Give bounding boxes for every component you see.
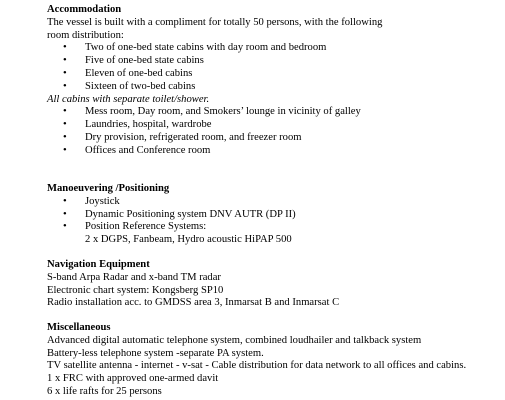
list-item: • Laundries, hospital, wardrobe	[63, 119, 212, 131]
list-item: • Joystick	[63, 195, 120, 207]
list-item: • Mess room, Day room, and Smokers’ lounge in vicinity of galley	[63, 106, 361, 118]
bullet-list	[47, 196, 497, 234]
list-item: • Offices and Conference room	[63, 144, 211, 156]
section-manoeuvering	[47, 183, 497, 247]
reference-systems-detail: 2 x DGPS, Fanbeam, Hydro acoustic HiPAP 500	[85, 234, 292, 246]
paragraph-line: Advanced digital automatic telephone system, combined loudhailer and talkback system	[47, 334, 422, 346]
bullet-icon: •	[63, 42, 67, 54]
bullet-icon: •	[63, 144, 67, 156]
paragraph-line: S-band Arpa Radar and x-band TM radar	[47, 271, 221, 283]
list-item: • Dry provision, refrigerated room, and freezer room	[63, 131, 302, 143]
list-item: • Dynamic Positioning system DNV AUTR (DP II)	[63, 208, 296, 220]
list-item: • Five of one-bed state cabins	[63, 55, 204, 67]
list-item: • Position Reference Systems:	[63, 221, 207, 233]
bullet-icon: •	[63, 106, 67, 118]
bullet-icon: •	[63, 208, 67, 220]
bullet-icon: •	[63, 195, 67, 207]
section-heading: Miscellaneous	[47, 322, 111, 333]
section-heading: Manoeuvering /Positioning	[47, 183, 170, 194]
cabins-note: All cabins with separate toilet/shower.	[47, 93, 210, 105]
bullet-list	[47, 106, 497, 157]
paragraph-line: 6 x life rafts for 25 persons	[47, 385, 162, 397]
paragraph-line: room distribution:	[47, 29, 124, 41]
bullet-icon: •	[63, 67, 67, 79]
list-item: • Sixteen of two-bed cabins	[63, 80, 196, 92]
bullet-icon: •	[63, 221, 67, 233]
section-navigation	[47, 259, 497, 310]
paragraph-line: The vessel is built with a compliment for totally 50 persons, with the following	[47, 16, 383, 28]
paragraph-line: 1 x FRC with approved one-armed davit	[47, 373, 219, 385]
bullet-icon: •	[63, 131, 67, 143]
section-heading: Accommodation	[47, 4, 122, 15]
list-item: • Two of one-bed state cabins with day room and bedroom	[63, 42, 327, 54]
bullet-list	[47, 42, 497, 93]
paragraph-line: Battery-less telephone system -separate PA system.	[47, 347, 264, 359]
section-heading: Navigation Equipment	[47, 259, 150, 270]
paragraph-line: Radio installation acc. to GMDSS area 3, Inmarsat B and Inmarsat C	[47, 297, 340, 309]
bullet-icon: •	[63, 119, 67, 131]
paragraph-line: TV satellite antenna - internet - v-sat - Cable distribution for data network to all offices and cabins.	[47, 360, 467, 372]
paragraph-line: Electronic chart system: Kongsberg SP10	[47, 284, 224, 296]
bullet-icon: •	[63, 55, 67, 67]
list-item: • Eleven of one-bed cabins	[63, 67, 193, 79]
bullet-icon: •	[63, 80, 67, 92]
section-accommodation	[47, 4, 497, 158]
section-miscellaneous	[47, 322, 497, 399]
